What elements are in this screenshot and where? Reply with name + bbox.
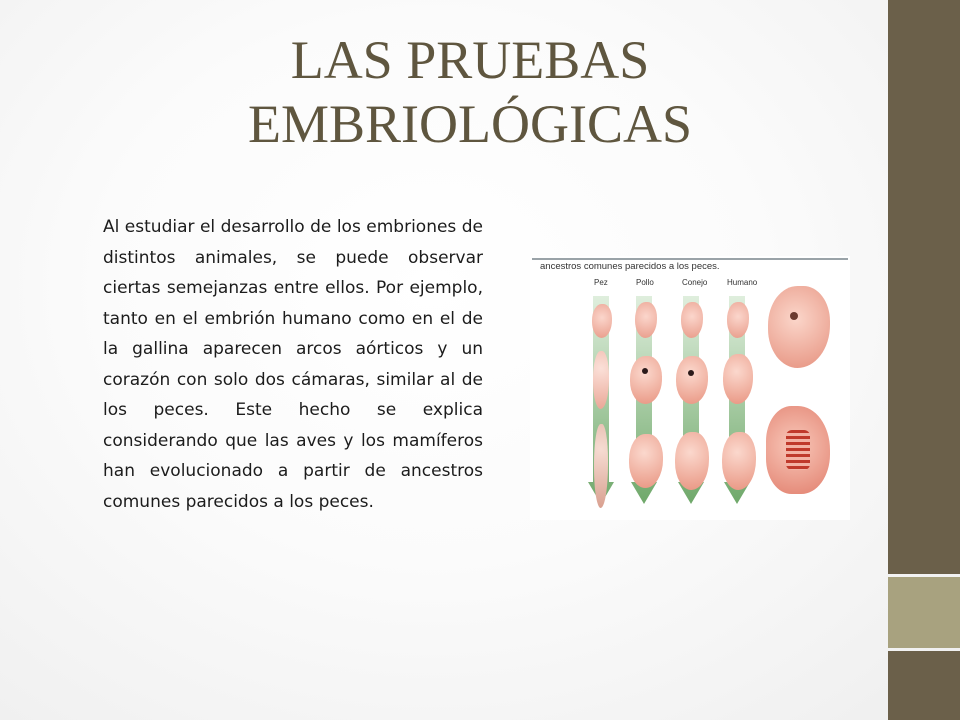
embryo-aortic-arches-detail: [766, 406, 830, 494]
slide-title-line-1: LAS PRUEBAS: [290, 30, 650, 90]
column-label-pez: Pez: [594, 278, 608, 287]
figure-caption: ancestros comunes parecidos a los peces.: [540, 261, 720, 272]
embryo-head-detail: [768, 286, 830, 368]
slide-title: [150, 28, 790, 156]
sidebar-accent-band: [888, 577, 960, 648]
embryo-pollo-stage-3: [629, 434, 663, 488]
column-label-pollo: Pollo: [636, 278, 654, 287]
embryo-comparison-figure: [530, 256, 850, 520]
sidebar-top-band: [888, 0, 960, 574]
slide-title-line-2: EMBRIOLÓGICAS: [247, 94, 693, 154]
figure-top-rule: [532, 258, 848, 260]
embryo-humano-stage-3: [722, 432, 756, 490]
column-label-humano: Humano: [727, 278, 758, 287]
sidebar-bottom-band: [888, 651, 960, 720]
column-label-conejo: Conejo: [682, 278, 708, 287]
slide-body-text: Al estudiar el desarrollo de los embriones de distintos animales, se puede observar ciertas semejanzas entre ellos. Por ejemplo, tanto en el embrión humano como en el de la gallina aparecen arcos aórticos y un corazón con solo dos cámaras, similar al de los peces. Este hecho se explica considerando que las aves y los mamíferos han evolucionado a partir de ancestros comunes parecidos a los peces.: [103, 217, 483, 512]
embryo-pollo-stage-2: [630, 356, 662, 404]
